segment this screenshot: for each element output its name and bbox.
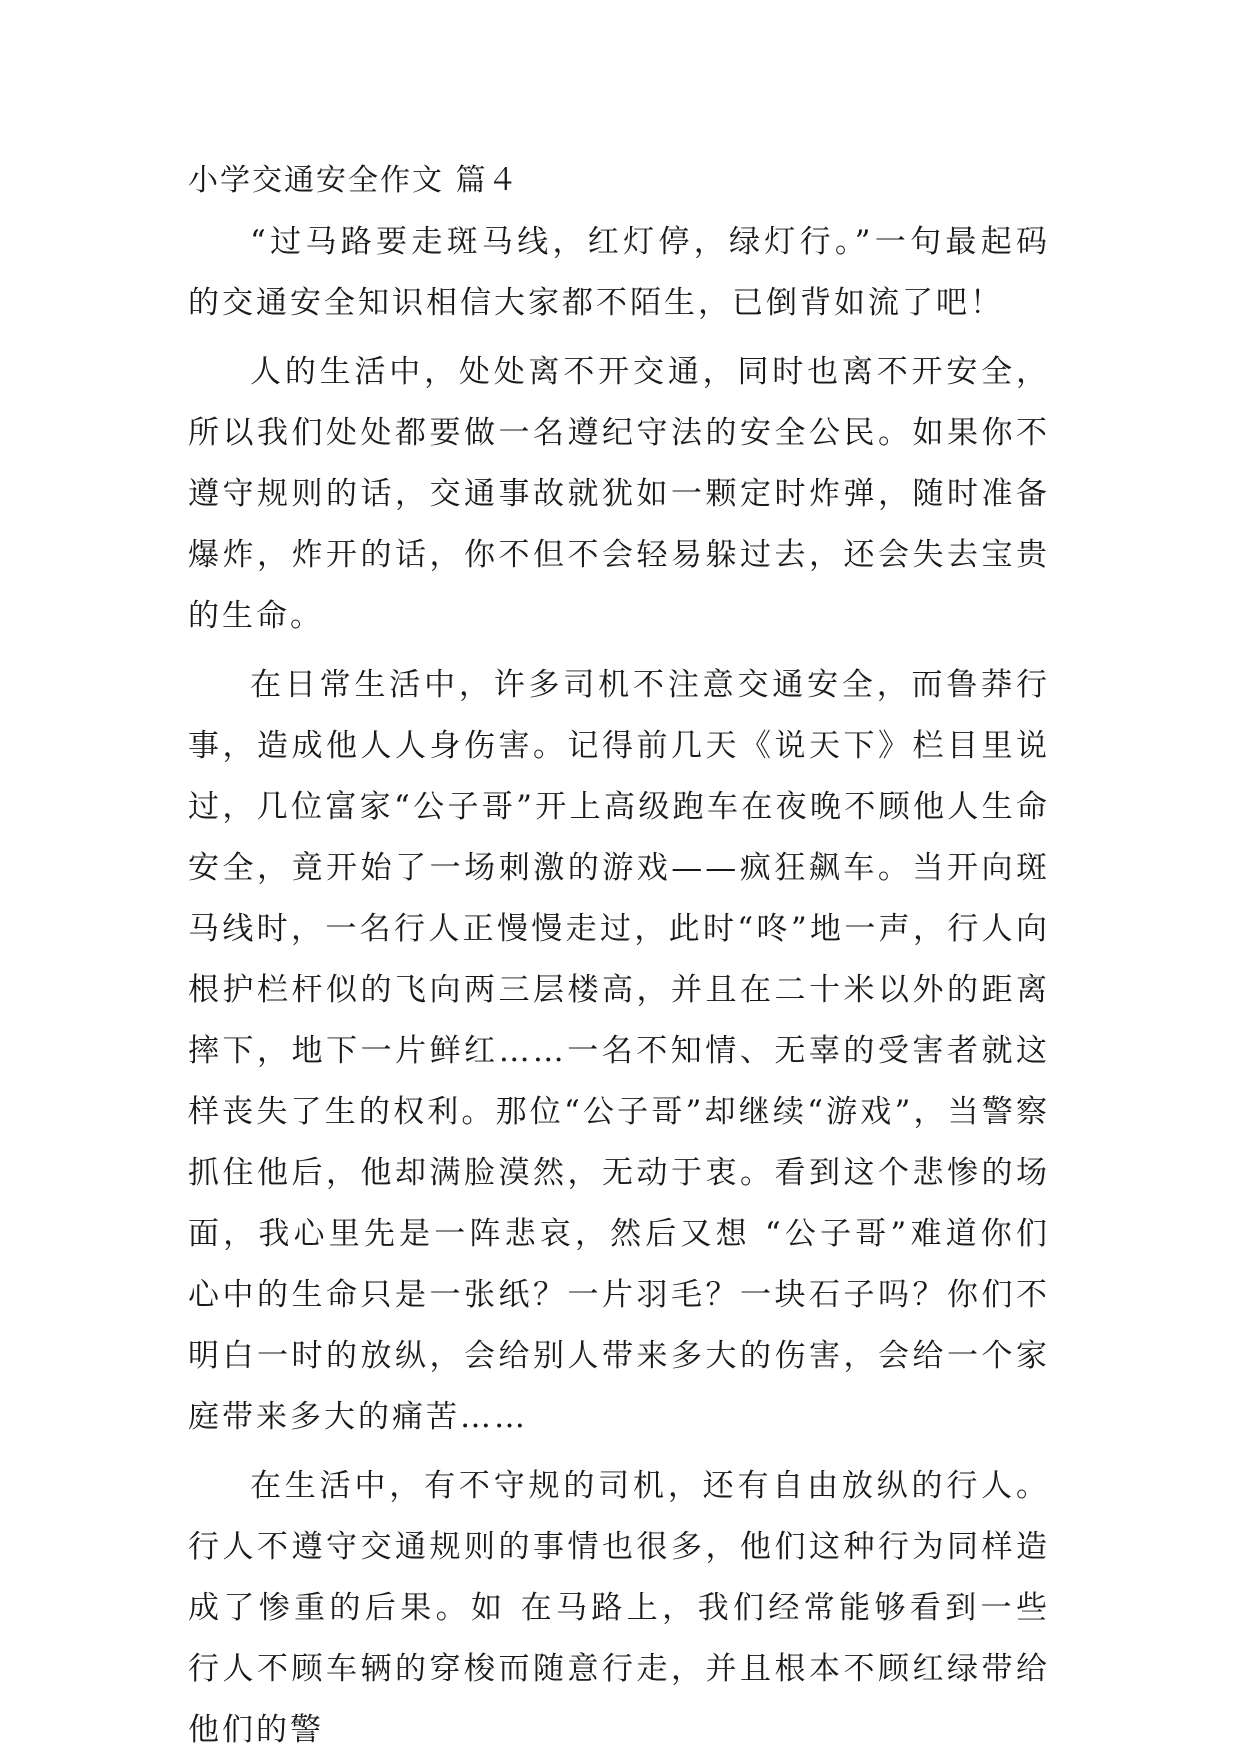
paragraph-4: 在生活中，有不守规的司机，还有自由放纵的行人。行人不遵守交通规则的事情也很多，他们这种行为同样造成了惨重的后果。如 在马路上，我们经常能够看到一些行人不顾车辆的穿梭而随意行走，并且根本不顾红绿带给他们的警 xyxy=(188,1468,1050,1748)
document-title: 小学交通安全作文 篇４ xyxy=(188,163,520,198)
paragraph-3: 在日常生活中，许多司机不注意交通安全，而鲁莽行事，造成他人人身伤害。记得前几天《说天下》栏目里说过，几位富家“公子哥”开上高级跑车在夜晚不顾他人生命安全，竟开始了一场刺激的游戏——疯狂飙车。当开向斑马线时，一名行人正慢慢走过，此时“咚”地一声，行人向根护栏杆似的飞向两三层楼高，并且在二十米以外的距离摔下，地下一片鲜红……一名不知情、无辜的受害者就这样丧失了生的权利。那位“公子哥”却继续“游戏”，当警察抓住他后，他却满脸漠然，无动于衷。看到这个悲惨的场面，我心里先是一阵悲哀，然后又想 “公子哥”难道你们心中的生命只是一张纸？一片羽毛？一块石子吗？你们不明白一时的放纵，会给别人带来多大的伤害，会给一个家庭带来多大的痛苦…… xyxy=(188,667,1050,1435)
paragraph-2: 人的生活中，处处离不开交通，同时也离不开安全，所以我们处处都要做一名遵纪守法的安全公民。如果你不遵守规则的话，交通事故就犹如一颗定时炸弹，随时准备爆炸，炸开的话，你不但不会轻易躲过去，还会失去宝贵的生命。 xyxy=(188,354,1050,634)
document-body xyxy=(188,160,1050,1761)
paragraph-1: “过马路要走斑马线，红灯停，绿灯行。”一句最起码的交通安全知识相信大家都不陌生，已倒背如流了吧！ xyxy=(188,224,1050,321)
